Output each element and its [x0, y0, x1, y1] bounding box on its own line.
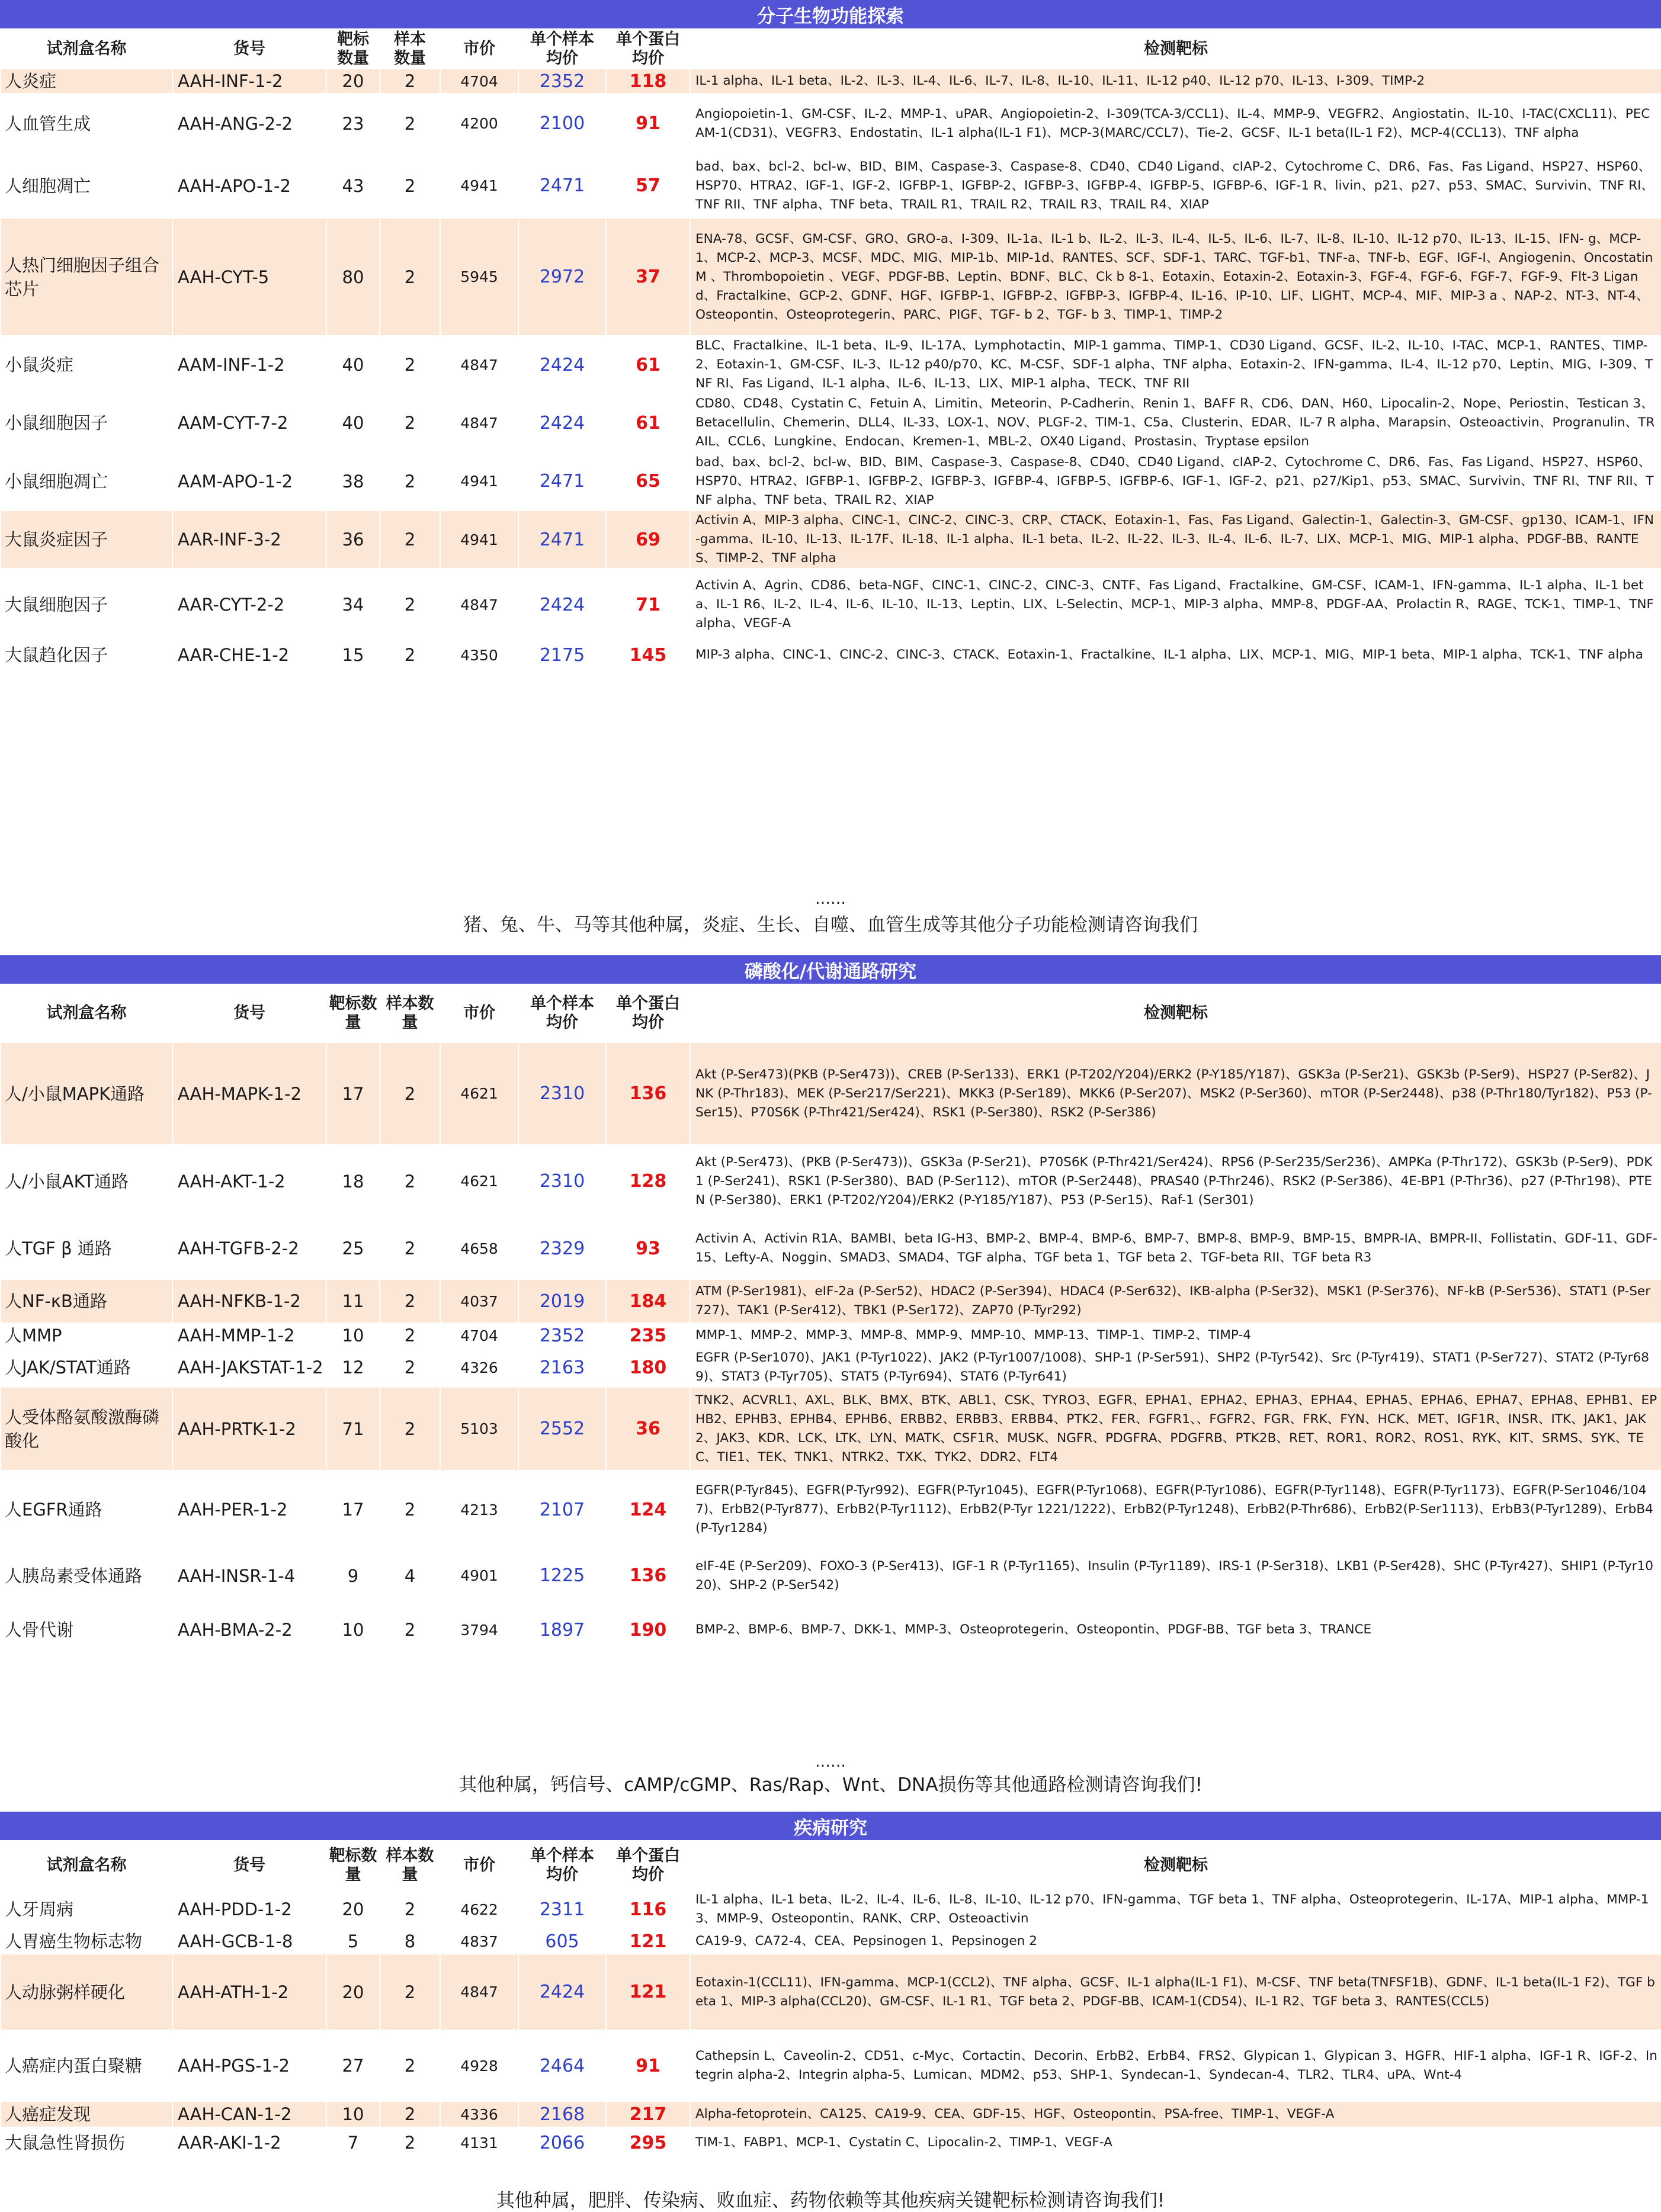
avg-protein-price-cell: 61 — [606, 394, 690, 452]
avg-protein-price-cell: 36 — [606, 1387, 690, 1471]
sample-count-cell: 2 — [380, 452, 440, 511]
sample-count-cell: 2 — [380, 1348, 440, 1387]
avg-sample-price-cell: 2107 — [518, 1471, 606, 1549]
avg-protein-price-cell: 61 — [606, 336, 690, 394]
catalog-no-cell: AAH-PER-1-2 — [172, 1471, 326, 1549]
avg-sample-price-cell: 605 — [518, 1929, 606, 1954]
detect-targets-cell: bad、bax、bcl-2、bcl-w、BID、BIM、Caspase-3、Caspase-8、CD40、CD40 Ligand、cIAP-2、Cytochrome C、DR6、Fas、Fas Ligand、HSP27、HSP60、HSP70、HTRA2、IGF-1、IGF-2、IGFBP-1、IGFBP-2、IGFBP-3、IGFBP-4、IGFBP-5、IGFBP-6、IGF-1 R、livin、p21、p27、p53、SMAC、Survivin、TNF RI、TNF RII、TNF alpha、TNF beta、TRAIL R1、TRAIL R2、TRAIL R3、TRAIL R4、XIAP — [690, 153, 1661, 218]
kit-name-cell: 人/小鼠MAPK通路 — [1, 1042, 172, 1145]
target-count-cell: 40 — [326, 394, 380, 452]
table-row — [1, 218, 1661, 336]
catalog-no-cell: AAH-INSR-1-4 — [172, 1549, 326, 1603]
price-cell: 4941 — [440, 511, 518, 569]
target-count-cell: 20 — [326, 1890, 380, 1929]
detect-targets-cell: IL-1 alpha、IL-1 beta、IL-2、IL-4、IL-6、IL-8、IL-10、IL-12 p70、IFN-gamma、TGF beta 1、TNF alpha、Osteoprotegerin、IL-17A、MIP-1 alpha、MMP-13、MMP-9、Osteopontin、RANK、CRP、Osteoactivin — [690, 1890, 1661, 1929]
table-row — [1, 2127, 1661, 2158]
detect-targets-cell: ENA-78、GCSF、GM-CSF、GRO、GRO-a、I-309、IL-1a、IL-1 b、IL-2、IL-3、IL-4、IL-5、IL-6、IL-7、IL-8、IL-10、IL-12 p70、IL-13、IL-15、IFN- g、MCP-1、MCP-2、MCP-3、MCSF、MDC、MIG、MIP-1b、MIP-1d、RANTES、SCF、SDF-1、TARC、TGF-b1、TNF-a、TNF-b、EGF、IGF-I、Angiogenin、Oncostatin M 、Thrombopoietin 、VEGF、PDGF-BB、Leptin、BDNF、BLC、Ck b 8-1、Eotaxin、Eotaxin-2、Eotaxin-3、FGF-4、FGF-6、FGF-7、FGF-9、Flt-3 Ligand、Fractalkine、GCP-2、GDNF、HGF、IGFBP-1、IGFBP-2、IGFBP-3、IGFBP-4、IL-16、IP-10、LIF、LIGHT、MCP-4、MIF、MIP-3 a 、NAP-2、NT-3、NT-4、Osteopontin、Osteoprotegerin、PARC、PIGF、TGF- b 2、TGF- b 3、TIMP-1、TIMP-2 — [690, 218, 1661, 336]
price-cell: 4941 — [440, 153, 518, 218]
sample-count-cell: 2 — [380, 1323, 440, 1348]
sample-count-cell: 2 — [380, 1279, 440, 1323]
catalog-no-cell: AAH-INF-1-2 — [172, 69, 326, 94]
avg-sample-price-cell: 1897 — [518, 1603, 606, 1657]
table-header-row — [1, 29, 1661, 69]
target-count-cell: 10 — [326, 2101, 380, 2127]
section-title: 磷酸化/代谢通路研究 — [744, 961, 917, 983]
col-header-detect: 检测靶标 — [690, 1841, 1661, 1890]
section-title-bar — [0, 955, 1661, 984]
avg-protein-price-cell: 136 — [606, 1042, 690, 1145]
kit-name-cell: 小鼠细胞因子 — [1, 394, 172, 452]
price-cell: 4621 — [440, 1042, 518, 1145]
catalog-no-cell: AAH-MMP-1-2 — [172, 1323, 326, 1348]
detect-targets-cell: Akt (P-Ser473)(PKB (P-Ser473))、CREB (P-Ser133)、ERK1 (P-T202/Y204)/ERK2 (P-Y185/Y187)、GSK3a (P-Ser21)、GSK3b (P-Ser9)、HSP27 (P-Ser82)、JNK (P-Thr183)、MEK (P-Ser217/Ser221)、MKK3 (P-Ser189)、MKK6 (P-Ser207)、MSK2 (P-Ser360)、mTOR (P-Ser2448)、p38 (P-Thr180/Tyr182)、P53 (P-Ser15)、P70S6K (P-Thr421/Ser424)、RSK1 (P-Ser380)、RSK2 (P-Ser386) — [690, 1042, 1661, 1145]
avg-sample-price-cell: 2972 — [518, 218, 606, 336]
avg-protein-price-cell: 124 — [606, 1471, 690, 1549]
avg-protein-price-cell: 69 — [606, 511, 690, 569]
table-row — [1, 2030, 1661, 2101]
catalog-no-cell: AAH-BMA-2-2 — [172, 1603, 326, 1657]
col-header-avg-protein: 单个蛋白 均价 — [606, 1841, 690, 1890]
catalog-no-cell: AAH-CAN-1-2 — [172, 2101, 326, 2127]
sample-count-cell: 2 — [380, 1145, 440, 1218]
price-cell: 4131 — [440, 2127, 518, 2158]
section-title-bar — [0, 1812, 1661, 1840]
catalog-no-cell: AAM-APO-1-2 — [172, 452, 326, 511]
avg-sample-price-cell: 2163 — [518, 1348, 606, 1387]
kit-name-cell: 小鼠细胞凋亡 — [1, 452, 172, 511]
catalog-no-cell: AAH-MAPK-1-2 — [172, 1042, 326, 1145]
detect-targets-cell: Alpha-fetoprotein、CA125、CA19-9、CEA、GDF-15、HGF、Osteopontin、PSA-free、TIMP-1、VEGF-A — [690, 2101, 1661, 2127]
price-cell: 4837 — [440, 1929, 518, 1954]
target-count-cell: 15 — [326, 641, 380, 669]
avg-protein-price-cell: 184 — [606, 1279, 690, 1323]
catalog-no-cell: AAH-ATH-1-2 — [172, 1954, 326, 2030]
catalog-no-cell: AAM-INF-1-2 — [172, 336, 326, 394]
sample-count-cell: 2 — [380, 1387, 440, 1471]
avg-sample-price-cell: 2471 — [518, 511, 606, 569]
table-row — [1, 1603, 1661, 1657]
table-row — [1, 94, 1661, 153]
section-note: 其他种属，肥胖、传染病、败血症、药物依赖等其他疾病关键靶标检测请咨询我们! — [496, 2190, 1165, 2211]
detect-targets-cell: CD80、CD48、Cystatin C、Fetuin A、Limitin、Meteorin、P-Cadherin、Renin 1、BAFF R、CD6、DAN、H60、Lipocalin-2、Nope、Periostin、Testican 3、Betacellulin、Chemerin、DLL4、IL-33、LOX-1、NOV、PLGF-2、TIM-1、C5a、Clusterin、EDAR、IL-7 R alpha、Marapsin、Osteoactivin、Progranulin、TRAIL、CCL6、Lungkine、Endocan、Kremen-1、MBL-2、OX40 Ligand、Prostasin、Tryptase epsilon — [690, 394, 1661, 452]
col-header-code: 货号 — [172, 984, 326, 1042]
price-cell: 4928 — [440, 2030, 518, 2101]
detect-targets-cell: Cathepsin L、Caveolin-2、CD51、c-Myc、Cortactin、Decorin、ErbB2、ErbB4、FRS2、Glypican 1、Glypican 3、HGFR、HIF-1 alpha、IGF-1 R、IGF-2、Integrin alpha-2、Integrin alpha-5、Lumican、MDM2、p53、SHP-1、Syndecan-1、Syndecan-4、TLR2、TLR4、uPA、Wnt-4 — [690, 2030, 1661, 2101]
target-count-cell: 20 — [326, 69, 380, 94]
target-count-cell: 38 — [326, 452, 380, 511]
kit-name-cell: 大鼠急性肾损伤 — [1, 2127, 172, 2158]
avg-protein-price-cell: 91 — [606, 2030, 690, 2101]
avg-sample-price-cell: 2424 — [518, 394, 606, 452]
catalog-no-cell: AAM-CYT-7-2 — [172, 394, 326, 452]
section-title-bar — [0, 0, 1661, 28]
price-cell: 4350 — [440, 641, 518, 669]
col-header-detect: 检测靶标 — [690, 984, 1661, 1042]
detect-targets-cell: ATM (P-Ser1981)、eIF-2a (P-Ser52)、HDAC2 (P-Ser394)、HDAC4 (P-Ser632)、IKB-alpha (P-Ser32)、MSK1 (P-Ser376)、NF-kB (P-Ser536)、STAT1 (P-Ser727)、TAK1 (P-Ser412)、TBK1 (P-Ser172)、ZAP70 (P-Tyr292) — [690, 1279, 1661, 1323]
avg-sample-price-cell: 2352 — [518, 69, 606, 94]
avg-sample-price-cell: 2424 — [518, 569, 606, 641]
avg-sample-price-cell: 2310 — [518, 1145, 606, 1218]
avg-sample-price-cell: 2471 — [518, 153, 606, 218]
kit-name-cell: 人动脉粥样硬化 — [1, 1954, 172, 2030]
avg-protein-price-cell: 136 — [606, 1549, 690, 1603]
table-row — [1, 1279, 1661, 1323]
detect-targets-cell: Activin A、Activin R1A、BAMBI、beta IG-H3、BMP-2、BMP-4、BMP-6、BMP-7、BMP-8、BMP-9、BMP-15、BMPR-IA、BMPR-II、Follistatin、GDF-11、GDF-15、Lefty-A、Noggin、SMAD3、SMAD4、TGF alpha、TGF beta 1、TGF beta 2、TGF-beta RII、TGF beta R3 — [690, 1218, 1661, 1279]
kit-name-cell: 大鼠趋化因子 — [1, 641, 172, 669]
detect-targets-cell: TNK2、ACVRL1、AXL、BLK、BMX、BTK、ABL1、CSK、TYRO3、EGFR、EPHA1、EPHA2、EPHA3、EPHA4、EPHA5、EPHA6、EPHA7、EPHA8、EPHB1、EPHB2、EPHB3、EPHB4、EPHB6、ERBB2、ERBB3、ERBB4、PTK2、FER、FGFR1、、FGFR2、FGR、FRK、FYN、HCK、MET、IGF1R、INSR、ITK、JAK1、JAK2、JAK3、KDR、LCK、LTK、LYN、MATK、CSF1R、MUSK、NGFR、PDGFRA、PDGFRB、PTK2B、RET、ROR1、ROR2、ROS1、RYK、KIT、SRMS、SYK、TEC、TIE1、TEK、TNK1、NTRK2、TXK、TYK2、DDR2、FLT4 — [690, 1387, 1661, 1471]
target-count-cell: 43 — [326, 153, 380, 218]
target-count-cell: 17 — [326, 1042, 380, 1145]
target-count-cell: 12 — [326, 1348, 380, 1387]
detect-targets-cell: MMP-1、MMP-2、MMP-3、MMP-8、MMP-9、MMP-10、MMP-13、TIMP-1、TIMP-2、TIMP-4 — [690, 1323, 1661, 1348]
table-row — [1, 336, 1661, 394]
kit-name-cell: 人受体酪氨酸激酶磷酸化 — [1, 1387, 172, 1471]
avg-protein-price-cell: 118 — [606, 69, 690, 94]
target-count-cell: 20 — [326, 1954, 380, 2030]
catalog-no-cell: AAH-CYT-5 — [172, 218, 326, 336]
detect-targets-cell: IL-1 alpha、IL-1 beta、IL-2、IL-3、IL-4、IL-6、IL-7、IL-8、IL-10、IL-11、IL-12 p40、IL-12 p70、IL-13、I-309、TIMP-2 — [690, 69, 1661, 94]
detect-targets-cell: MIP-3 alpha、CINC-1、CINC-2、CINC-3、CTACK、Eotaxin-1、Fractalkine、IL-1 alpha、LIX、MCP-1、MIG、MIP-1 beta、MIP-1 alpha、TCK-1、TNF alpha — [690, 641, 1661, 669]
sample-count-cell: 2 — [380, 569, 440, 641]
table-row — [1, 1218, 1661, 1279]
catalog-no-cell: AAR-AKI-1-2 — [172, 2127, 326, 2158]
target-count-cell: 10 — [326, 1603, 380, 1657]
table-row — [1, 1348, 1661, 1387]
avg-sample-price-cell: 2168 — [518, 2101, 606, 2127]
section-note: 其他种属，钙信号、cAMP/cGMP、Ras/Rap、Wnt、DNA损伤等其他通路检测请咨询我们! — [458, 1774, 1203, 1796]
price-cell: 4336 — [440, 2101, 518, 2127]
detect-targets-cell: BMP-2、BMP-6、BMP-7、DKK-1、MMP-3、Osteoprotegerin、Osteopontin、PDGF-BB、TGF beta 3、TRANCE — [690, 1603, 1661, 1657]
avg-protein-price-cell: 190 — [606, 1603, 690, 1657]
col-header-targets: 靶标数 量 — [326, 984, 380, 1042]
avg-sample-price-cell: 2424 — [518, 336, 606, 394]
sample-count-cell: 2 — [380, 94, 440, 153]
table-header-row — [1, 984, 1661, 1042]
avg-sample-price-cell: 2310 — [518, 1042, 606, 1145]
target-count-cell: 10 — [326, 1323, 380, 1348]
kit-table — [0, 28, 1661, 670]
sample-count-cell: 2 — [380, 1603, 440, 1657]
detect-targets-cell: BLC、Fractalkine、IL-1 beta、IL-9、IL-17A、Lymphotactin、MIP-1 gamma、TIMP-1、CD30 Ligand、GCSF、IL-2、IL-10、I-TAC、MCP-1、RANTES、TIMP-2、Eotaxin-1、GM-CSF、IL-3、IL-12 p40/p70、KC、M-CSF、SDF-1 alpha、TNF alpha、Eotaxin-2、IFN-gamma、IL-4、IL-12 p70、Leptin、MIG、I-309、TNF RI、Fas Ligand、IL-1 alpha、IL-6、IL-13、LIX、MIP-1 alpha、TECK、TNF RII — [690, 336, 1661, 394]
price-cell: 4847 — [440, 336, 518, 394]
col-header-samples: 样本 数量 — [380, 29, 440, 69]
price-cell: 4326 — [440, 1348, 518, 1387]
kit-name-cell: 人TGF β 通路 — [1, 1218, 172, 1279]
avg-sample-price-cell: 2100 — [518, 94, 606, 153]
avg-sample-price-cell: 2066 — [518, 2127, 606, 2158]
avg-protein-price-cell: 121 — [606, 1929, 690, 1954]
col-header-price: 市价 — [440, 29, 518, 69]
price-cell: 4847 — [440, 569, 518, 641]
kit-name-cell: 人炎症 — [1, 69, 172, 94]
catalog-no-cell: AAR-INF-3-2 — [172, 511, 326, 569]
kit-name-cell: 人胃癌生物标志物 — [1, 1929, 172, 1954]
col-header-name: 试剂盒名称 — [1, 1841, 172, 1890]
table-row — [1, 1145, 1661, 1218]
detect-targets-cell: EGFR(P-Tyr845)、EGFR(P-Tyr992)、EGFR(P-Tyr1045)、EGFR(P-Tyr1068)、EGFR(P-Tyr1086)、EGFR(P-Tyr1148)、EGFR(P-Tyr1173)、EGFR(P-Ser1046/1047)、ErbB2(P-Tyr877)、ErbB2(P-Tyr1112)、ErbB2(P-Tyr 1221/1222)、ErbB2(P-Tyr1248)、ErbB2(P-Thr686)、ErbB2(P-Ser1113)、ErbB3(P-Tyr1289)、ErbB4(P-Tyr1284) — [690, 1471, 1661, 1549]
detect-targets-cell: bad、bax、bcl-2、bcl-w、BID、BIM、Caspase-3、Caspase-8、CD40、CD40 Ligand、cIAP-2、Cytochrome C、DR6、Fas、Fas Ligand、HSP27、HSP60、HSP70、HTRA2、IGFBP-1、IGFBP-2、IGFBP-3、IGFBP-4、IGFBP-5、IGFBP-6、IGF-1、IGF-2、p21、p27/Kip1、p53、SMAC、Survivin、TNF RI、TNF RII、TNF alpha、TNF beta、TRAIL R2、XIAP — [690, 452, 1661, 511]
catalog-no-cell: AAH-TGFB-2-2 — [172, 1218, 326, 1279]
col-header-samples: 样本数 量 — [380, 1841, 440, 1890]
table-row — [1, 569, 1661, 641]
table-row — [1, 1323, 1661, 1348]
avg-protein-price-cell: 217 — [606, 2101, 690, 2127]
target-count-cell: 5 — [326, 1929, 380, 1954]
sample-count-cell: 2 — [380, 218, 440, 336]
detect-targets-cell: Angiopoietin-1、GM-CSF、IL-2、MMP-1、uPAR、Angiopoietin-2、I-309(TCA-3/CCL1)、IL-4、MMP-9、VEGFR2、Angiostatin、IL-10、I-TAC(CXCL11)、PECAM-1(CD31)、VEGFR3、Endostatin、IL-1 alpha(IL-1 F1)、MCP-3(MARC/CCL7)、Tie-2、GCSF、IL-1 beta(IL-1 F2)、MCP-4(CCL13)、TNF alpha — [690, 94, 1661, 153]
kit-name-cell: 人骨代谢 — [1, 1603, 172, 1657]
price-cell: 5103 — [440, 1387, 518, 1471]
kit-name-cell: 人/小鼠AKT通路 — [1, 1145, 172, 1218]
col-header-avg-sample: 单个样本 均价 — [518, 29, 606, 69]
col-header-name: 试剂盒名称 — [1, 29, 172, 69]
col-header-detect: 检测靶标 — [690, 29, 1661, 69]
price-cell: 4901 — [440, 1549, 518, 1603]
target-count-cell: 9 — [326, 1549, 380, 1603]
avg-protein-price-cell: 295 — [606, 2127, 690, 2158]
table-header-row — [1, 1841, 1661, 1890]
price-cell: 4847 — [440, 1954, 518, 2030]
sample-count-cell: 2 — [380, 1471, 440, 1549]
price-cell: 4213 — [440, 1471, 518, 1549]
avg-sample-price-cell: 2471 — [518, 452, 606, 511]
detect-targets-cell: TIM-1、FABP1、MCP-1、Cystatin C、Lipocalin-2、TIMP-1、VEGF-A — [690, 2127, 1661, 2158]
kit-name-cell: 人EGFR通路 — [1, 1471, 172, 1549]
target-count-cell: 34 — [326, 569, 380, 641]
ellipsis: …… — [815, 1753, 846, 1771]
price-cell: 3794 — [440, 1603, 518, 1657]
kit-name-cell: 人牙周病 — [1, 1890, 172, 1929]
catalog-no-cell: AAR-CHE-1-2 — [172, 641, 326, 669]
sample-count-cell: 2 — [380, 394, 440, 452]
table-row — [1, 1042, 1661, 1145]
price-cell: 4200 — [440, 94, 518, 153]
price-cell: 4621 — [440, 1145, 518, 1218]
target-count-cell: 71 — [326, 1387, 380, 1471]
table-row — [1, 1929, 1661, 1954]
table-row — [1, 1890, 1661, 1929]
target-count-cell: 40 — [326, 336, 380, 394]
detect-targets-cell: EGFR (P-Ser1070)、JAK1 (P-Tyr1022)、JAK2 (P-Tyr1007/1008)、SHP-1 (P-Ser591)、SHP2 (P-Tyr542)、Src (P-Tyr419)、STAT1 (P-Ser727)、STAT2 (P-Tyr689)、STAT3 (P-Tyr705)、STAT5 (P-Tyr694)、STAT6 (P-Tyr641) — [690, 1348, 1661, 1387]
sample-count-cell: 2 — [380, 2101, 440, 2127]
col-header-avg-sample: 单个样本 均价 — [518, 984, 606, 1042]
target-count-cell: 17 — [326, 1471, 380, 1549]
price-cell: 4941 — [440, 452, 518, 511]
avg-sample-price-cell: 1225 — [518, 1549, 606, 1603]
avg-protein-price-cell: 71 — [606, 569, 690, 641]
price-cell: 4704 — [440, 69, 518, 94]
kit-name-cell: 人MMP — [1, 1323, 172, 1348]
kit-name-cell: 大鼠细胞因子 — [1, 569, 172, 641]
kit-table — [0, 984, 1661, 1658]
table-row — [1, 1387, 1661, 1471]
sample-count-cell: 2 — [380, 641, 440, 669]
sample-count-cell: 2 — [380, 153, 440, 218]
catalog-no-cell: AAH-ANG-2-2 — [172, 94, 326, 153]
kit-name-cell: 小鼠炎症 — [1, 336, 172, 394]
sample-count-cell: 8 — [380, 1929, 440, 1954]
avg-protein-price-cell: 235 — [606, 1323, 690, 1348]
col-header-price: 市价 — [440, 984, 518, 1042]
avg-protein-price-cell: 180 — [606, 1348, 690, 1387]
target-count-cell: 18 — [326, 1145, 380, 1218]
sample-count-cell: 2 — [380, 1890, 440, 1929]
catalog-no-cell: AAH-JAKSTAT-1-2 — [172, 1348, 326, 1387]
avg-sample-price-cell: 2552 — [518, 1387, 606, 1471]
sample-count-cell: 2 — [380, 511, 440, 569]
sample-count-cell: 2 — [380, 1954, 440, 2030]
avg-sample-price-cell: 2464 — [518, 2030, 606, 2101]
catalog-no-cell: AAH-APO-1-2 — [172, 153, 326, 218]
detect-targets-cell: eIF-4E (P-Ser209)、FOXO-3 (P-Ser413)、IGF-1 R (P-Tyr1165)、Insulin (P-Tyr1189)、IRS-1 (P-Ser318)、LKB1 (P-Ser428)、SHC (P-Tyr427)、SHIP1 (P-Tyr1020)、SHP-2 (P-Ser542) — [690, 1549, 1661, 1603]
table-row — [1, 2101, 1661, 2127]
target-count-cell: 25 — [326, 1218, 380, 1279]
col-header-samples: 样本数 量 — [380, 984, 440, 1042]
detect-targets-cell: Activin A、Agrin、CD86、beta-NGF、CINC-1、CINC-2、CINC-3、CNTF、Fas Ligand、Fractalkine、GM-CSF、ICAM-1、IFN-gamma、IL-1 alpha、IL-1 beta、IL-1 R6、IL-2、IL-4、IL-6、IL-10、IL-13、Leptin、LIX、L-Selectin、MCP-1、MIP-3 alpha、MMP-8、PDGF-AA、Prolactin R、RAGE、TCK-1、TIMP-1、TNF alpha、VEGF-A — [690, 569, 1661, 641]
section-title: 疾病研究 — [794, 1817, 867, 1839]
col-header-name: 试剂盒名称 — [1, 984, 172, 1042]
col-header-price: 市价 — [440, 1841, 518, 1890]
avg-sample-price-cell: 2311 — [518, 1890, 606, 1929]
catalog-no-cell: AAH-PGS-1-2 — [172, 2030, 326, 2101]
col-header-code: 货号 — [172, 1841, 326, 1890]
price-cell: 4704 — [440, 1323, 518, 1348]
kit-name-cell: 人胰岛素受体通路 — [1, 1549, 172, 1603]
table-row — [1, 1471, 1661, 1549]
col-header-avg-protein: 单个蛋白 均价 — [606, 29, 690, 69]
section-note: 猪、兔、牛、马等其他种属，炎症、生长、自噬、血管生成等其他分子功能检测请咨询我们 — [463, 914, 1198, 936]
avg-sample-price-cell: 2175 — [518, 641, 606, 669]
kit-name-cell: 人JAK/STAT通路 — [1, 1348, 172, 1387]
avg-sample-price-cell: 2424 — [518, 1954, 606, 2030]
table-row — [1, 153, 1661, 218]
table-row — [1, 511, 1661, 569]
col-header-code: 货号 — [172, 29, 326, 69]
detect-targets-cell: Activin A、MIP-3 alpha、CINC-1、CINC-2、CINC-3、CRP、CTACK、Eotaxin-1、Fas、Fas Ligand、Galectin-1、Galectin-3、GM-CSF、gp130、ICAM-1、IFN-gamma、IL-10、IL-13、IL-17F、IL-18、IL-1 alpha、IL-1 beta、IL-2、IL-22、IL-3、IL-4、IL-6、IL-7、LIX、MCP-1、MIG、MIP-1 alpha、PDGF-BB、RANTES、TIMP-2、TNF alpha — [690, 511, 1661, 569]
sample-count-cell: 2 — [380, 2030, 440, 2101]
avg-protein-price-cell: 65 — [606, 452, 690, 511]
avg-protein-price-cell: 145 — [606, 641, 690, 669]
col-header-avg-sample: 单个样本 均价 — [518, 1841, 606, 1890]
avg-protein-price-cell: 121 — [606, 1954, 690, 2030]
kit-name-cell: 大鼠炎症因子 — [1, 511, 172, 569]
kit-table — [0, 1840, 1661, 2159]
kit-name-cell: 人癌症内蛋白聚糖 — [1, 2030, 172, 2101]
price-cell: 4037 — [440, 1279, 518, 1323]
sample-count-cell: 2 — [380, 1218, 440, 1279]
catalog-no-cell: AAH-PDD-1-2 — [172, 1890, 326, 1929]
avg-protein-price-cell: 57 — [606, 153, 690, 218]
target-count-cell: 27 — [326, 2030, 380, 2101]
kit-name-cell: 人NF-κB通路 — [1, 1279, 172, 1323]
kit-name-cell: 人热门细胞因子组合芯片 — [1, 218, 172, 336]
table-row — [1, 1954, 1661, 2030]
avg-sample-price-cell: 2019 — [518, 1279, 606, 1323]
sample-count-cell: 4 — [380, 1549, 440, 1603]
ellipsis: …… — [815, 890, 846, 908]
sample-count-cell: 2 — [380, 69, 440, 94]
catalog-no-cell: AAH-PRTK-1-2 — [172, 1387, 326, 1471]
price-cell: 5945 — [440, 218, 518, 336]
avg-protein-price-cell: 93 — [606, 1218, 690, 1279]
sample-count-cell: 2 — [380, 336, 440, 394]
avg-sample-price-cell: 2329 — [518, 1218, 606, 1279]
kit-name-cell: 人血管生成 — [1, 94, 172, 153]
table-row — [1, 1549, 1661, 1603]
target-count-cell: 80 — [326, 218, 380, 336]
col-header-avg-protein: 单个蛋白 均价 — [606, 984, 690, 1042]
kit-name-cell: 人细胞凋亡 — [1, 153, 172, 218]
catalog-no-cell: AAH-GCB-1-8 — [172, 1929, 326, 1954]
catalog-no-cell: AAR-CYT-2-2 — [172, 569, 326, 641]
avg-protein-price-cell: 128 — [606, 1145, 690, 1218]
price-cell: 4658 — [440, 1218, 518, 1279]
detect-targets-cell: Eotaxin-1(CCL11)、IFN-gamma、MCP-1(CCL2)、TNF alpha、GCSF、IL-1 alpha(IL-1 F1)、M-CSF、TNF beta(TNFSF1B)、GDNF、IL-1 beta(IL-1 F2)、TGF beta 1、MIP-3 alpha(CCL20)、GM-CSF、IL-1 R1、TGF beta 2、PDGF-BB、ICAM-1(CD54)、IL-1 R2、TGF beta 3、RANTES(CCL5) — [690, 1954, 1661, 2030]
section-title: 分子生物功能探索 — [757, 5, 904, 27]
sample-count-cell: 2 — [380, 1042, 440, 1145]
target-count-cell: 7 — [326, 2127, 380, 2158]
table-row — [1, 394, 1661, 452]
avg-protein-price-cell: 37 — [606, 218, 690, 336]
catalog-no-cell: AAH-AKT-1-2 — [172, 1145, 326, 1218]
table-row — [1, 641, 1661, 669]
detect-targets-cell: CA19-9、CA72-4、CEA、Pepsinogen 1、Pepsinogen 2 — [690, 1929, 1661, 1954]
target-count-cell: 11 — [326, 1279, 380, 1323]
detect-targets-cell: Akt (P-Ser473)、(PKB (P-Ser473))、GSK3a (P-Ser21)、P70S6K (P-Thr421/Ser424)、RPS6 (P-Ser235/Ser236)、AMPKa (P-Thr172)、GSK3b (P-Ser9)、PDK1 (P-Ser241)、RSK1 (P-Ser380)、BAD (P-Ser112)、mTOR (P-Ser2448)、PRAS40 (P-Thr246)、RSK2 (P-Ser386)、4E-BP1 (P-Thr36)、p27 (P-Thr198)、PTEN (P-Ser380)、ERK1 (P-T202/Y204)/ERK2 (P-Y185/Y187)、P53 (P-Ser15)、Raf-1 (Ser301) — [690, 1145, 1661, 1218]
sample-count-cell: 2 — [380, 2127, 440, 2158]
col-header-targets: 靶标数 量 — [326, 1841, 380, 1890]
price-cell: 4622 — [440, 1890, 518, 1929]
table-row — [1, 452, 1661, 511]
catalog-no-cell: AAH-NFKB-1-2 — [172, 1279, 326, 1323]
table-row — [1, 69, 1661, 94]
target-count-cell: 36 — [326, 511, 380, 569]
kit-name-cell: 人癌症发现 — [1, 2101, 172, 2127]
col-header-targets: 靶标 数量 — [326, 29, 380, 69]
target-count-cell: 23 — [326, 94, 380, 153]
avg-sample-price-cell: 2352 — [518, 1323, 606, 1348]
price-cell: 4847 — [440, 394, 518, 452]
avg-protein-price-cell: 116 — [606, 1890, 690, 1929]
avg-protein-price-cell: 91 — [606, 94, 690, 153]
